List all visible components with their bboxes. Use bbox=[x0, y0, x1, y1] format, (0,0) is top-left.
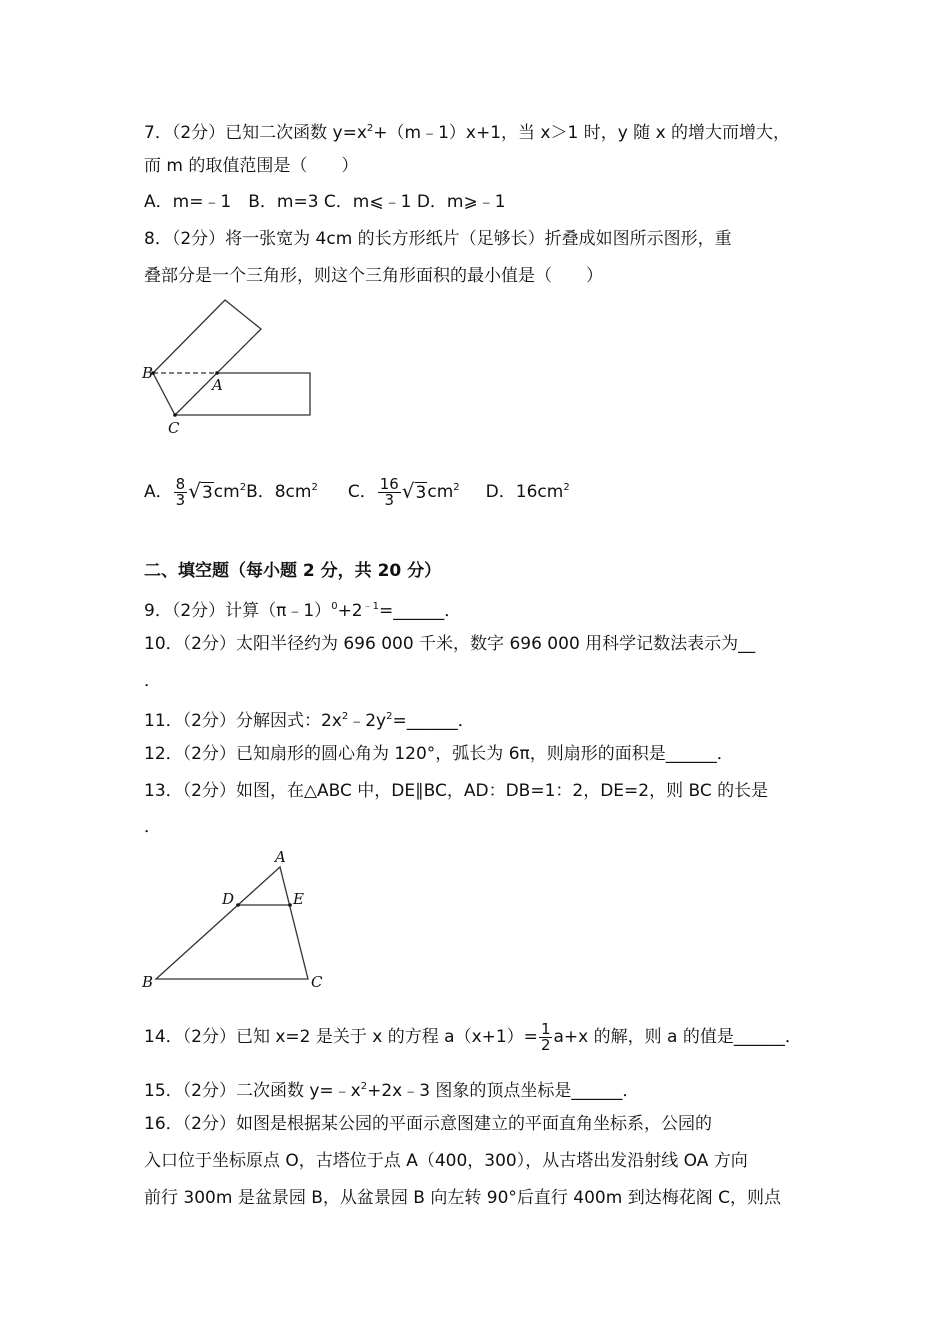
q8-option-c-numerator: 16 bbox=[379, 474, 399, 493]
q8-option-c-radicand: 3 bbox=[415, 483, 427, 503]
q8-option-a-fraction bbox=[174, 474, 188, 509]
q7-text-b: +（m﹣1）x+1，当 x＞1 时，y 随 x 的增大而增大， bbox=[373, 123, 791, 143]
q9-text-b: +2 bbox=[337, 601, 363, 621]
q16-line1: 16．（2分）如图是根据某公园的平面示意图建立的平面直角坐标系，公园的 bbox=[144, 1114, 712, 1134]
q13-label-b: B bbox=[142, 973, 154, 991]
q8-label-c: C bbox=[168, 419, 180, 437]
q13-label-c: C bbox=[311, 973, 323, 991]
q8-option-a-sqrt: √3 bbox=[188, 479, 213, 503]
q15-line bbox=[144, 1075, 639, 1103]
q13-label-d: D bbox=[222, 890, 235, 908]
q8-option-c-unit: cm bbox=[427, 482, 454, 502]
q9-line bbox=[144, 595, 461, 623]
q8-figure bbox=[140, 292, 320, 440]
q14-text-a: 14．（2分）已知 x=2 是关于 x 的方程 a（x+1）= bbox=[144, 1027, 538, 1047]
q7-exponent: 2 bbox=[366, 123, 374, 134]
q8-folded-strip bbox=[153, 300, 261, 415]
section2-heading: 二、填空题（每小题 2 分，共 20 分） bbox=[144, 561, 442, 581]
q8-label-a: A bbox=[212, 376, 223, 394]
q13-label-a: A bbox=[275, 848, 286, 866]
q11-exponent-1: 2 bbox=[341, 711, 349, 722]
q10-line2: ． bbox=[144, 671, 161, 691]
q8-option-a-unit: cm bbox=[213, 482, 240, 502]
q8-line1: 8．（2分）将一张宽为 4cm 的长方形纸片（足够长）折叠成如图所示图形，重 bbox=[144, 229, 732, 249]
q8-option-a-radicand: 3 bbox=[201, 483, 213, 503]
q13-figure bbox=[138, 845, 328, 995]
q13-point-e bbox=[288, 903, 292, 907]
q8-option-c-sqrt: √3 bbox=[401, 479, 427, 503]
q12-line: 12．（2分）已知扇形的圆心角为 120°，弧长为 6π，则扇形的面积是______． bbox=[144, 744, 734, 764]
q7-line2: 而 m 的取值范围是（ ） bbox=[144, 156, 359, 176]
q14-denominator: 2 bbox=[540, 1035, 551, 1054]
q8-option-d: D．16cm bbox=[485, 482, 564, 502]
q8-point-c bbox=[173, 413, 177, 417]
q11-text-c: =______． bbox=[392, 711, 475, 731]
q9-exponent-2: ﹣1 bbox=[362, 601, 379, 612]
q8-option-c-fraction bbox=[378, 474, 401, 509]
q8-option-b: B．8cm bbox=[246, 482, 312, 502]
q16-line2: 入口位于坐标原点 O，古塔位于点 A（400，300），从古塔出发沿射线 OA 方向 bbox=[144, 1151, 748, 1171]
q11-text-a: 11．（2分）分解因式：2x bbox=[144, 711, 342, 731]
q8-option-a-prefix: A． bbox=[144, 482, 173, 502]
q13-label-e: E bbox=[293, 890, 304, 908]
q9-text-a: 9．（2分）计算（π﹣1） bbox=[144, 601, 332, 621]
q8-label-b: B bbox=[142, 364, 154, 382]
q7-text-a: 7．（2分）已知二次函数 y=x bbox=[144, 123, 367, 143]
q8-option-a-numerator: 8 bbox=[175, 474, 186, 493]
q8-option-a-exponent: 2 bbox=[239, 482, 247, 493]
q13-line2: ． bbox=[144, 817, 161, 837]
q16-line3: 前行 300m 是盆景园 B，从盆景园 B 向左转 90°后直行 400m 到达梅花阁 C，则点 bbox=[144, 1188, 781, 1208]
q8-option-a-denominator: 3 bbox=[175, 490, 186, 509]
q15-text-a: 15．（2分）二次函数 y=﹣x bbox=[144, 1081, 361, 1101]
q13-point-d bbox=[236, 903, 240, 907]
q8-option-b-exponent: 2 bbox=[311, 482, 318, 493]
q8-option-c-exponent: 2 bbox=[453, 482, 460, 493]
q8-point-a bbox=[215, 371, 219, 375]
q8-option-c-prefix: C． bbox=[347, 482, 377, 502]
q7-options: A．m=﹣1 B．m=3 C．m⩽﹣1 D．m⩾﹣1 bbox=[144, 192, 506, 212]
q11-text-b: ﹣2y bbox=[348, 711, 387, 731]
q11-exponent-2: 2 bbox=[386, 711, 393, 722]
q15-text-b: +2x﹣3 图象的顶点坐标是______． bbox=[367, 1081, 640, 1101]
q9-text-c: =______． bbox=[379, 601, 462, 621]
q10-line1: 10．（2分）太阳半径约为 696 000 千米，数字 696 000 用科学记数法表示为__ bbox=[144, 634, 756, 654]
q7-line1 bbox=[144, 117, 790, 145]
q13-triangle-abc bbox=[156, 867, 308, 979]
q14-numerator: 1 bbox=[540, 1019, 551, 1038]
q8-option-d-exponent: 2 bbox=[563, 482, 570, 493]
q9-exponent-1: 0 bbox=[331, 601, 338, 612]
q15-exponent: 2 bbox=[360, 1081, 368, 1092]
q8-options bbox=[144, 472, 570, 509]
q14-line bbox=[144, 1020, 802, 1054]
q14-text-b: a+x 的解，则 a 的值是______． bbox=[553, 1027, 802, 1047]
q8-line2: 叠部分是一个三角形，则这个三角形面积的最小值是（ ） bbox=[144, 266, 603, 286]
q13-line1: 13．（2分）如图，在△ABC 中，DE∥BC，AD：DB=1：2，DE=2，则 BC 的长是 bbox=[144, 781, 769, 801]
q11-line bbox=[144, 705, 475, 733]
q14-fraction bbox=[539, 1019, 553, 1054]
q8-option-c-denominator: 3 bbox=[384, 490, 395, 509]
